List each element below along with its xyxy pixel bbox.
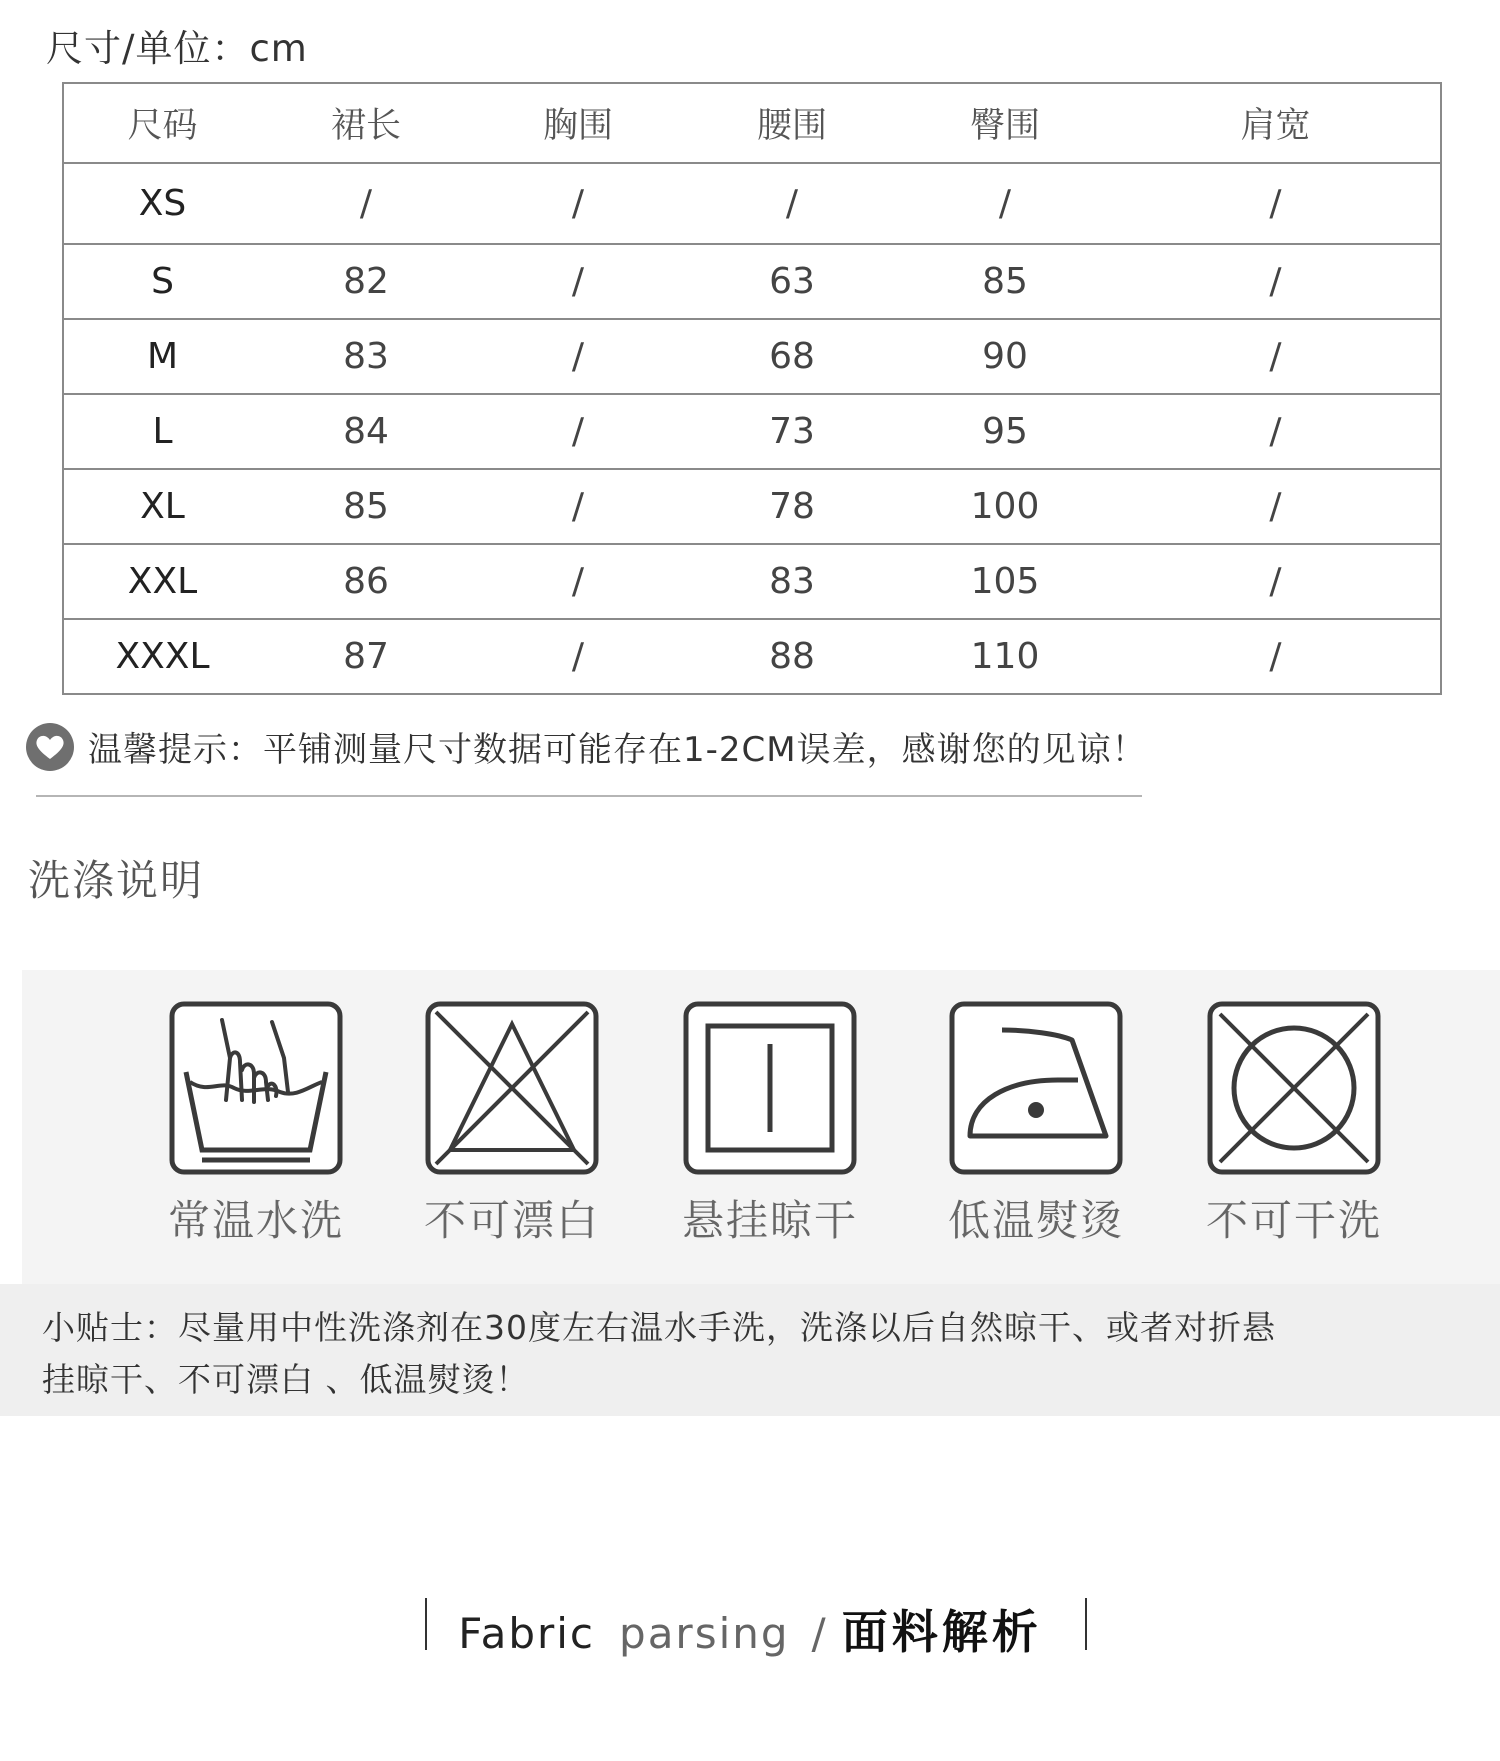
table-row — [63, 319, 1441, 394]
care-symbols-panel — [22, 970, 1500, 1285]
no-bleach-icon — [424, 1000, 600, 1176]
care-label: 低温熨烫 — [947, 1196, 1124, 1245]
care-item-no-bleach — [402, 1000, 622, 1248]
table-cell: 83 — [261, 319, 471, 394]
unit-label: 尺寸/单位：cm — [46, 27, 308, 70]
tip-text: 温馨提示：平铺测量尺寸数据可能存在1-2CM误差，感谢您的见谅！ — [88, 730, 1147, 770]
table-cell: 83 — [685, 544, 899, 619]
table-cell: / — [1111, 469, 1441, 544]
table-cell: / — [471, 394, 685, 469]
table-cell: 68 — [685, 319, 899, 394]
washing-note — [42, 1302, 1362, 1406]
table-row — [63, 619, 1441, 694]
table-cell: / — [1111, 544, 1441, 619]
table-cell: XL — [63, 469, 261, 544]
table-cell: / — [471, 544, 685, 619]
table-cell: 63 — [685, 244, 899, 319]
divider — [36, 795, 1142, 797]
table-cell: XXL — [63, 544, 261, 619]
header-bust: 胸围 — [471, 83, 685, 163]
table-cell: / — [471, 469, 685, 544]
table-cell: 82 — [261, 244, 471, 319]
table-cell: 90 — [899, 319, 1111, 394]
washing-heading: 洗涤说明 — [28, 856, 205, 905]
fabric-section-header — [0, 1590, 1500, 1660]
table-cell: 105 — [899, 544, 1111, 619]
header-skirt-length: 裙长 — [261, 83, 471, 163]
table-cell: 78 — [685, 469, 899, 544]
washing-note-panel — [0, 1284, 1500, 1416]
table-cell: 110 — [899, 619, 1111, 694]
line-dry-icon — [682, 1000, 858, 1176]
table-cell: M — [63, 319, 261, 394]
table-cell: / — [1111, 319, 1441, 394]
table-header-row — [63, 83, 1441, 163]
table-row — [63, 544, 1441, 619]
table-cell: / — [471, 163, 685, 244]
table-cell: XXXL — [63, 619, 261, 694]
table-row — [63, 163, 1441, 244]
table-cell: S — [63, 244, 261, 319]
table-cell: 85 — [261, 469, 471, 544]
care-item-line-dry — [660, 1000, 880, 1248]
iron-low-icon — [948, 1000, 1124, 1176]
no-dry-clean-icon — [1206, 1000, 1382, 1176]
table-cell: / — [1111, 394, 1441, 469]
table-row — [63, 469, 1441, 544]
table-cell: / — [899, 163, 1111, 244]
table-row — [63, 244, 1441, 319]
care-label: 常温水洗 — [167, 1196, 344, 1245]
care-label: 悬挂晾干 — [681, 1196, 858, 1245]
table-cell: 85 — [899, 244, 1111, 319]
table-cell: / — [471, 619, 685, 694]
table-cell: 73 — [685, 394, 899, 469]
header-waist: 腰围 — [685, 83, 899, 163]
table-cell: 100 — [899, 469, 1111, 544]
table-cell: / — [471, 244, 685, 319]
fabric-title-separator: / — [811, 1609, 826, 1658]
table-cell: 84 — [261, 394, 471, 469]
table-cell: / — [685, 163, 899, 244]
header-shoulder: 肩宽 — [1111, 83, 1441, 163]
care-item-hand-wash — [146, 1000, 366, 1248]
fabric-title-cn: 面料解析 — [841, 1605, 1042, 1659]
table-cell: / — [1111, 163, 1441, 244]
care-label: 不可干洗 — [1205, 1196, 1382, 1245]
table-cell: / — [1111, 619, 1441, 694]
header-hip: 臀围 — [899, 83, 1111, 163]
table-cell: / — [261, 163, 471, 244]
size-chart-table — [62, 82, 1442, 695]
care-label: 不可漂白 — [423, 1196, 600, 1245]
table-cell: 86 — [261, 544, 471, 619]
fabric-title-en-2: parsing — [619, 1609, 790, 1658]
table-cell: 87 — [261, 619, 471, 694]
header-size: 尺码 — [63, 83, 261, 163]
care-item-no-dry-clean — [1184, 1000, 1404, 1248]
fabric-title-en-1: Fabric — [458, 1609, 596, 1658]
measurement-tip — [26, 722, 1147, 771]
table-cell: / — [1111, 244, 1441, 319]
table-cell: / — [471, 319, 685, 394]
washing-note-line: 挂晾干、不可漂白 、低温熨烫！ — [42, 1360, 530, 1399]
table-row — [63, 394, 1441, 469]
table-cell: XS — [63, 163, 261, 244]
care-item-iron-low — [926, 1000, 1146, 1248]
fabric-title — [0, 1596, 1500, 1662]
table-cell: 88 — [685, 619, 899, 694]
washing-note-line: 小贴士：尽量用中性洗涤剂在30度左右温水手洗，洗涤以后自然晾干、或者对折悬 — [42, 1308, 1276, 1347]
table-cell: L — [63, 394, 261, 469]
heart-icon — [26, 723, 74, 771]
table-cell: 95 — [899, 394, 1111, 469]
hand-wash-icon — [168, 1000, 344, 1176]
